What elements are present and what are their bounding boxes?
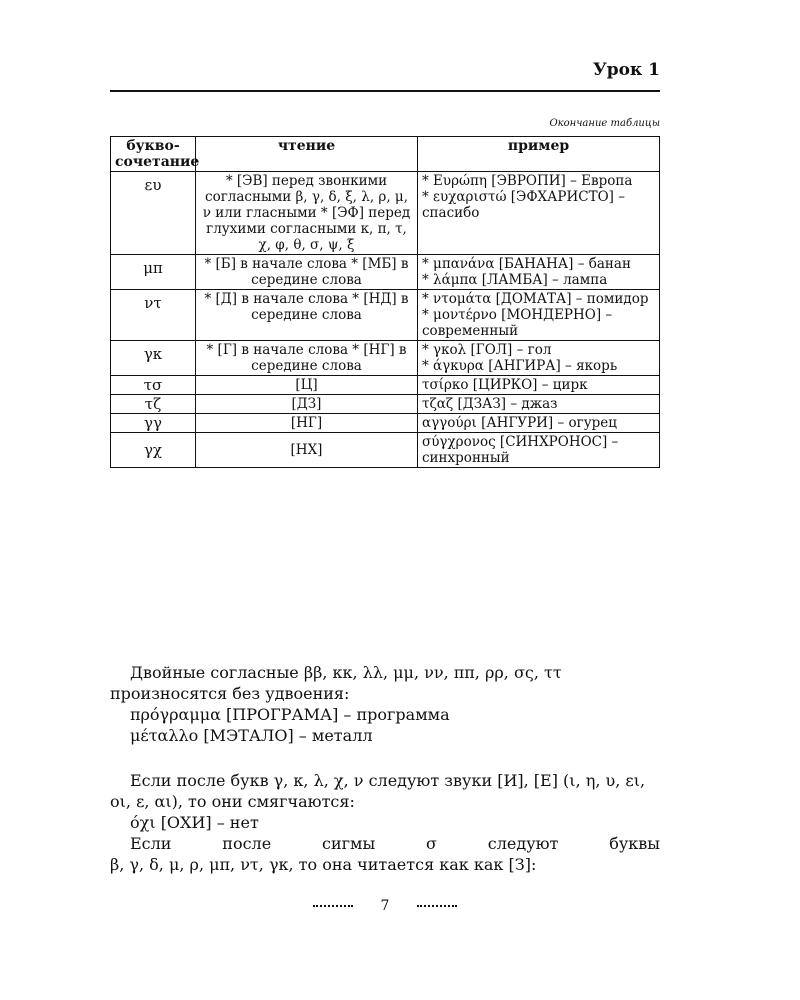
lesson-title: Урок 1 bbox=[592, 60, 660, 80]
example-line: * άγκυρα [АНГИРА] – якорь bbox=[422, 358, 618, 374]
example-cell bbox=[418, 255, 660, 290]
combo-cell: ντ bbox=[111, 290, 196, 341]
header-example: пример bbox=[418, 137, 660, 172]
table-header-row bbox=[111, 137, 660, 172]
example-line: τζαζ [ДЗАЗ] – джаз bbox=[422, 396, 558, 412]
reading-cell: [Ц] bbox=[196, 376, 418, 395]
table-row bbox=[111, 341, 660, 376]
example-cell bbox=[418, 414, 660, 433]
reading-cell: [НХ] bbox=[196, 433, 418, 468]
example-line: όχι [ОХИ] – нет bbox=[130, 813, 259, 832]
combo-cell: γκ bbox=[111, 341, 196, 376]
combo-cell: γγ bbox=[111, 414, 196, 433]
example-line: * μπανάνα [БАНАНА] – банан bbox=[422, 256, 631, 272]
reading-cell: * [Д] в начале слова * [НД] в середине слова bbox=[196, 290, 418, 341]
example-line: μέταλλο [МЭТАЛО] – металл bbox=[130, 726, 373, 745]
example-line: σύγχρονος [СИНХРОНОС] –синхронный bbox=[422, 434, 619, 466]
page-footer bbox=[280, 898, 490, 914]
header-combo: букво-сочетание bbox=[111, 137, 196, 172]
reading-cell: * [Б] в начале слова * [МБ] в середине слова bbox=[196, 255, 418, 290]
example-line: * Ευρώπη [ЭВРОПИ] – Европа bbox=[422, 173, 633, 189]
example-line: * λάμπα [ЛАМБА] – лампа bbox=[422, 272, 608, 288]
sigma-paragraph-line-1: Если после сигмы σ следуют буквы bbox=[130, 834, 660, 853]
example-line: * ευχαριστώ [ЭФХАРИСТО] – спасибо bbox=[422, 189, 625, 221]
example-line: * μοντέρνο [МОНДЕРНО] – современный bbox=[422, 307, 613, 339]
example-line: αγγούρι [АНГУРИ] – огурец bbox=[422, 415, 617, 431]
header-rule bbox=[110, 90, 660, 92]
table-caption: Окончание таблицы bbox=[549, 118, 660, 129]
table-row bbox=[111, 433, 660, 468]
reading-cell: * [Г] в начале слова * [НГ] в середине слова bbox=[196, 341, 418, 376]
combo-cell: ευ bbox=[111, 172, 196, 255]
example-line: τσίρκο [ЦИРКО] – цирк bbox=[422, 377, 588, 393]
example-cell bbox=[418, 172, 660, 255]
combo-cell: γχ bbox=[111, 433, 196, 468]
combo-cell: τσ bbox=[111, 376, 196, 395]
example-line: * ντομάτα [ДОМАТА] – помидор bbox=[422, 291, 649, 307]
body-text bbox=[110, 662, 660, 746]
combo-cell: τζ bbox=[111, 395, 196, 414]
softening-paragraph: Если после букв γ, κ, λ, χ, ν следуют звуки [И], [Е] (ι, η, υ, ει, οι, ε, αι), то они смягчаются: bbox=[110, 771, 646, 811]
footer-dots-right bbox=[417, 905, 457, 907]
letter-combinations-table bbox=[110, 136, 660, 468]
footer-dots-left bbox=[313, 905, 353, 907]
table-row bbox=[111, 255, 660, 290]
table-row bbox=[111, 172, 660, 255]
example-cell bbox=[418, 341, 660, 376]
reading-cell: * [ЭВ] перед звонкими согласными β, γ, δ, ξ, λ, ρ, μ, ν или гласными * [ЭФ] перед глухими согласными κ, π, τ, χ, φ, θ, σ, ψ, ξ bbox=[196, 172, 418, 255]
reading-cell: [НГ] bbox=[196, 414, 418, 433]
sigma-paragraph-line-2: β, γ, δ, μ, ρ, μπ, ντ, γκ, то она читается как как [З]: bbox=[110, 855, 537, 874]
body-text-2 bbox=[110, 770, 660, 875]
header-reading: чтение bbox=[196, 137, 418, 172]
table-row bbox=[111, 290, 660, 341]
combo-cell: μπ bbox=[111, 255, 196, 290]
example-cell bbox=[418, 290, 660, 341]
example-cell bbox=[418, 433, 660, 468]
table-row bbox=[111, 395, 660, 414]
example-line: πρόγραμμα [ПРОГРАМА] – программа bbox=[130, 705, 450, 724]
reading-cell: [ДЗ] bbox=[196, 395, 418, 414]
double-consonants-paragraph: Двойные согласные ββ, κκ, λλ, μμ, νν, ππ, ρρ, σς, ττ произносятся без удвоения: bbox=[110, 663, 562, 703]
table-row bbox=[111, 414, 660, 433]
example-line: * γκολ [ГОЛ] – гол bbox=[422, 342, 552, 358]
page-number: 7 bbox=[380, 898, 390, 914]
example-cell bbox=[418, 395, 660, 414]
table-row bbox=[111, 376, 660, 395]
example-cell bbox=[418, 376, 660, 395]
